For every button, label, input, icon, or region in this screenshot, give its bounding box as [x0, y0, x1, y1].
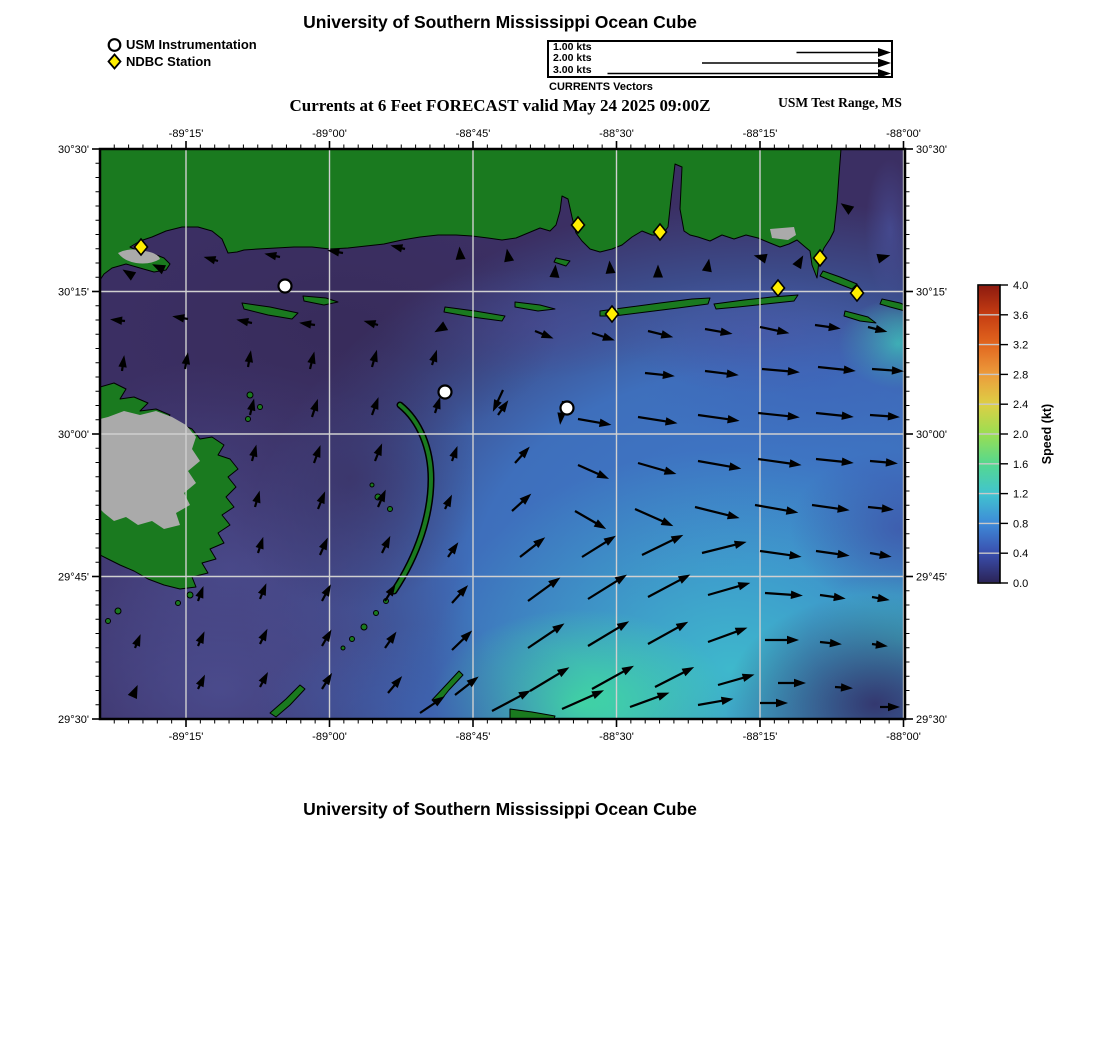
legend-arrow-head — [878, 69, 891, 78]
lon-tick-label-top: -89°15' — [168, 128, 204, 140]
colorbar-tick-label: 3.2 — [1013, 339, 1029, 352]
colorbar-tick-label: 1.2 — [1013, 488, 1029, 501]
marker-legend-row-ndbc — [106, 53, 257, 70]
colorbar-tick-label: 0.8 — [1013, 518, 1029, 531]
bottom-title: University of Southern Mississippi Ocean Cube — [303, 799, 697, 819]
colorbar-tick-label: 2.8 — [1013, 369, 1029, 382]
marker-legend-row-usm — [106, 36, 257, 53]
islet — [361, 624, 367, 630]
marker-legend-label: NDBC Station — [126, 54, 212, 69]
lat-tick-label-left: 30°30' — [58, 144, 89, 156]
vector-legend-caption: CURRENTS Vectors — [549, 81, 653, 93]
map-plot-area — [0, 149, 1100, 959]
lat-tick-label-left: 29°30' — [58, 714, 89, 726]
usm-instrumentation-marker — [561, 402, 574, 415]
legend-arrow-head — [878, 59, 891, 68]
lon-tick-label-bottom: -89°15' — [168, 731, 204, 743]
lat-tick-label-left: 30°00' — [58, 429, 89, 441]
islet — [258, 405, 263, 410]
islet — [341, 646, 345, 650]
lon-tick-label-top: -88°30' — [599, 128, 634, 140]
lon-tick-label-top: -88°00' — [886, 128, 921, 140]
vector-legend-label: 2.00 kts — [553, 52, 592, 65]
islet — [374, 611, 379, 616]
colorbar-axis-label: Speed (kt) — [1040, 403, 1054, 465]
lon-tick-label-bottom: -88°45' — [455, 731, 491, 743]
colorbar-tick-label: 2.4 — [1013, 399, 1029, 412]
forecast-subtitle: Currents at 6 Feet FORECAST valid May 24 2025 09:00Z — [289, 96, 711, 115]
vector-legend-label: 3.00 kts — [553, 63, 592, 76]
colorbar-tick-label: 1.6 — [1013, 458, 1029, 471]
current-map — [55, 120, 945, 785]
colorbar-tick-label: 3.6 — [1013, 309, 1029, 322]
lon-tick-label-bottom: -88°30' — [599, 731, 634, 743]
ndbc-diamond-icon — [106, 53, 123, 70]
colorbar-tick-label: 0.4 — [1013, 548, 1029, 561]
vector-legend-label: 1.00 kts — [553, 41, 592, 53]
lat-tick-label-right: 30°15' — [916, 286, 947, 299]
lon-tick-label-bottom: -88°15' — [742, 731, 778, 743]
colorbar-tick-label: 0.0 — [1013, 578, 1029, 590]
usm-circle-icon — [106, 36, 123, 53]
top-title: University of Southern Mississippi Ocean Cube — [303, 12, 697, 32]
lat-tick-label-left: 29°45' — [58, 571, 89, 584]
usm-instrumentation-marker — [439, 386, 452, 399]
lat-tick-label-right: 29°45' — [916, 571, 947, 584]
islet — [370, 483, 374, 487]
lon-tick-label-bottom: -89°00' — [312, 731, 347, 743]
vector-legend-box — [547, 40, 893, 78]
islet — [106, 619, 111, 624]
islet — [115, 608, 121, 614]
islet — [187, 592, 193, 598]
lon-tick-label-top: -88°15' — [742, 128, 778, 140]
current-arrow-shaft — [870, 415, 891, 416]
islet — [350, 637, 355, 642]
marker-legend — [106, 36, 257, 70]
lat-tick-label-right: 30°30' — [916, 144, 947, 156]
lat-tick-label-right: 30°00' — [916, 429, 947, 441]
region-label: USM Test Range, MS — [778, 95, 902, 110]
usm-instrumentation-marker — [279, 280, 292, 293]
lon-tick-label-top: -89°00' — [312, 128, 347, 140]
islet — [388, 507, 393, 512]
marker-legend-label: USM Instrumentation — [126, 37, 257, 52]
islet — [176, 601, 181, 606]
lon-tick-label-bottom: -88°00' — [886, 731, 921, 743]
speed-colorbar — [955, 268, 1100, 613]
islet — [246, 417, 251, 422]
lat-tick-label-right: 29°30' — [916, 714, 947, 726]
islet — [247, 392, 253, 398]
vector-legend-arrows — [549, 42, 895, 80]
colorbar-tick-label: 4.0 — [1013, 280, 1029, 292]
lat-tick-label-left: 30°15' — [58, 286, 89, 299]
colorbar-tick-label: 2.0 — [1013, 429, 1029, 441]
legend-arrow-head — [878, 48, 891, 57]
lon-tick-label-top: -88°45' — [455, 128, 491, 140]
